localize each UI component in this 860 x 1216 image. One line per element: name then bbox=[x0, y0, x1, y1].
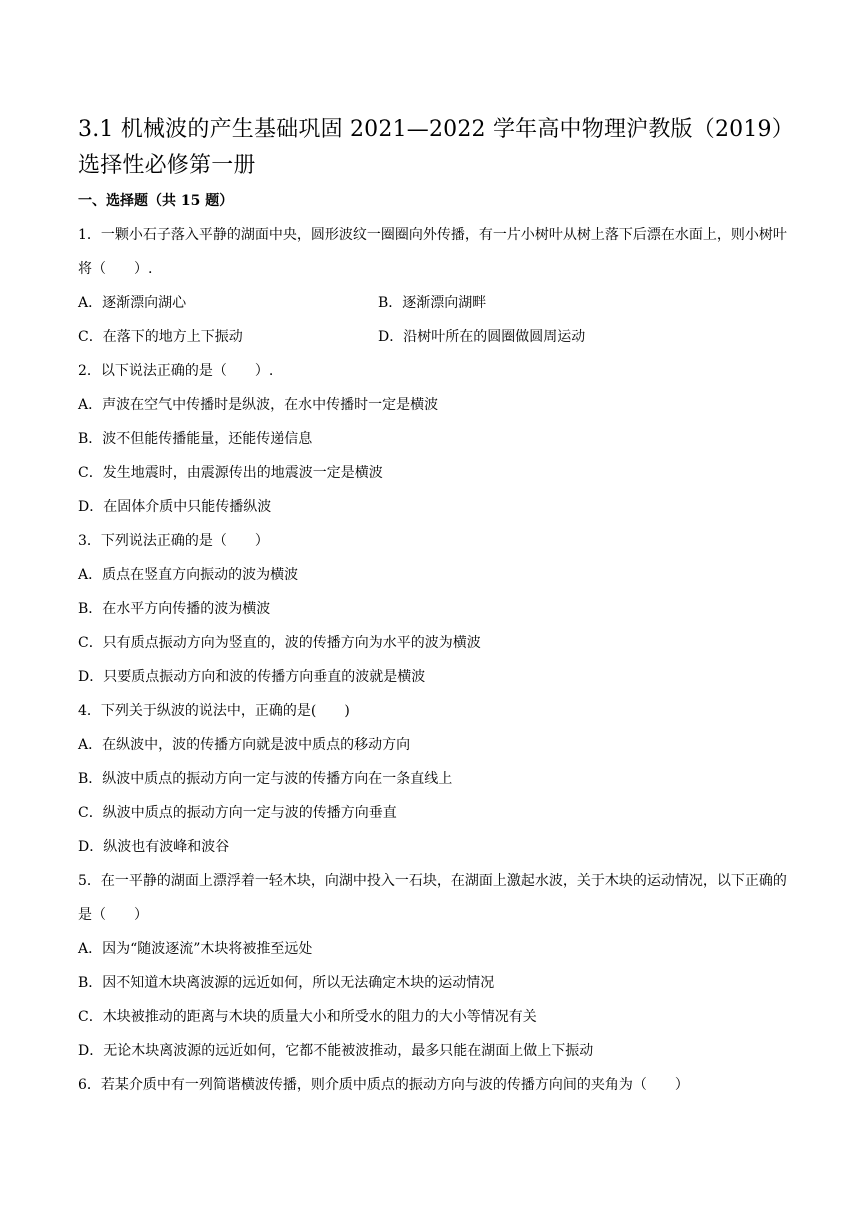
question-stem: 6．若某介质中有一列简谐横波传播，则介质中质点的振动方向与波的传播方向间的夹角为（ ） bbox=[78, 1077, 689, 1093]
question-1 bbox=[78, 218, 788, 354]
document-page bbox=[78, 112, 788, 1102]
document-title: 3.1 机械波的产生基础巩固 2021—2022 学年高中物理沪教版（2019）选择性必修第一册 bbox=[78, 117, 783, 178]
option-c: C．木块被推动的距离与木块的质量大小和所受水的阻力的大小等情况有关 bbox=[78, 1009, 537, 1025]
question-stem: 4．下列关于纵波的说法中，正确的是( ) bbox=[78, 703, 350, 719]
question-stem: 3．下列说法正确的是（ ） bbox=[78, 533, 269, 549]
option-a: A．声波在空气中传播时是纵波，在水中传播时一定是横波 bbox=[78, 397, 439, 413]
option-b: B．波不但能传播能量，还能传递信息 bbox=[78, 431, 313, 447]
option-c: C．发生地震时，由震源传出的地震波一定是横波 bbox=[78, 465, 383, 481]
option-c: C．只有质点振动方向为竖直的，波的传播方向为水平的波为横波 bbox=[78, 635, 481, 651]
option-a: A．因为“随波逐流”木块将被推至远处 bbox=[78, 941, 313, 957]
question-2 bbox=[78, 354, 788, 524]
section-heading: 一、选择题（共 15 题） bbox=[78, 193, 234, 209]
question-stem: 1．一颗小石子落入平静的湖面中央，圆形波纹一圈圈向外传播，有一片小树叶从树上落下后漂在水面上，则小树叶将（ ）. bbox=[78, 227, 787, 277]
question-stem: 2．以下说法正确的是（ ）. bbox=[78, 363, 274, 379]
question-4 bbox=[78, 694, 788, 864]
option-d: D．只要质点振动方向和波的传播方向垂直的波就是横波 bbox=[78, 669, 426, 685]
option-d: D．在固体介质中只能传播纵波 bbox=[78, 499, 272, 515]
option-b: B．因不知道木块离波源的远近如何，所以无法确定木块的运动情况 bbox=[78, 975, 495, 991]
question-6 bbox=[78, 1068, 788, 1102]
option-b: B．纵波中质点的振动方向一定与波的传播方向在一条直线上 bbox=[78, 771, 453, 787]
option-a: A．逐渐漂向湖心 bbox=[78, 295, 187, 311]
question-stem: 5．在一平静的湖面上漂浮着一轻木块，向湖中投入一石块，在湖面上激起水波，关于木块的运动情况，以下正确的是（ ） bbox=[78, 873, 787, 923]
option-c: C．纵波中质点的振动方向一定与波的传播方向垂直 bbox=[78, 805, 397, 821]
option-b: B．逐渐漂向湖畔 bbox=[378, 295, 487, 311]
option-a: A．质点在竖直方向振动的波为横波 bbox=[78, 567, 299, 583]
option-row bbox=[78, 286, 788, 320]
option-d: D．沿树叶所在的圆圈做圆周运动 bbox=[378, 329, 586, 345]
option-b: B．在水平方向传播的波为横波 bbox=[78, 601, 271, 617]
option-d: D．纵波也有波峰和波谷 bbox=[78, 839, 230, 855]
option-a: A．在纵波中，波的传播方向就是波中质点的移动方向 bbox=[78, 737, 411, 753]
question-5 bbox=[78, 864, 788, 1068]
option-d: D．无论木块离波源的远近如何，它都不能被波推动，最多只能在湖面上做上下振动 bbox=[78, 1043, 594, 1059]
question-3 bbox=[78, 524, 788, 694]
option-c: C．在落下的地方上下振动 bbox=[78, 329, 243, 345]
option-row bbox=[78, 320, 788, 354]
